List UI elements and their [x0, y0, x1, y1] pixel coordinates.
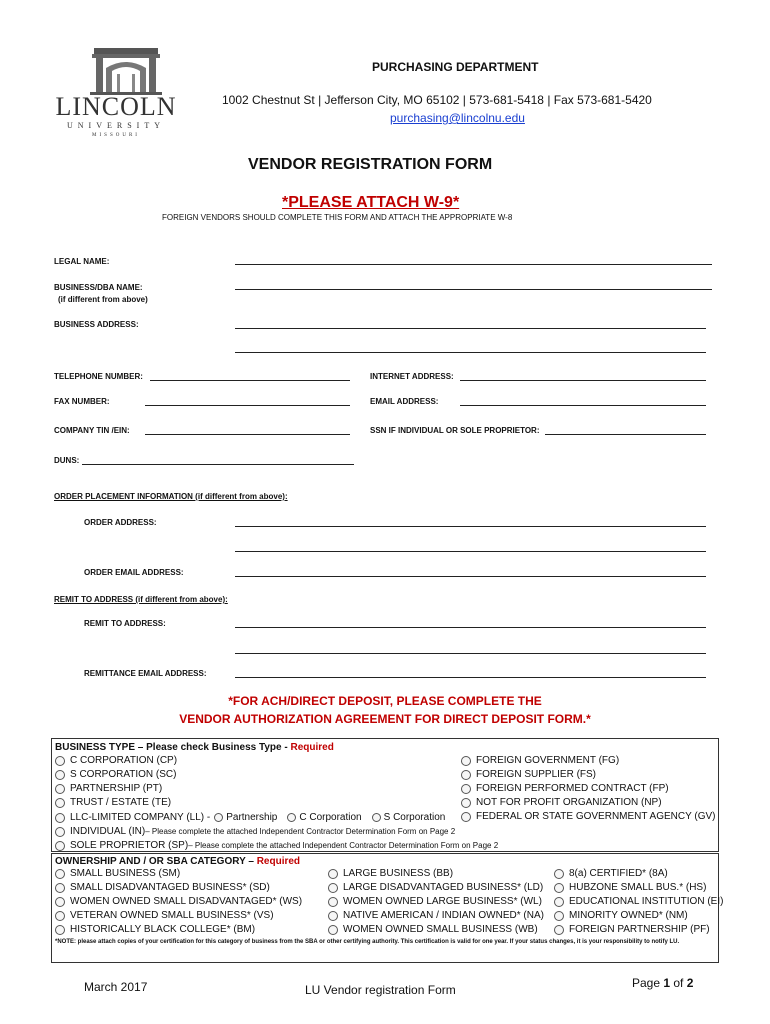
ownership-col1-label-1: SMALL DISADVANTAGED BUSINESS* (SD) — [70, 882, 270, 893]
llc-c-corp-radio[interactable] — [287, 813, 296, 822]
business-type-heading-text: BUSINESS TYPE – Please check Business Type - — [55, 742, 291, 753]
logo-state: MISSOURI — [92, 133, 140, 138]
form-title: VENDOR REGISTRATION FORM — [248, 156, 493, 173]
ownership-col3-label-2: EDUCATIONAL INSTITUTION (EI) — [569, 896, 724, 907]
footer-form-name: LU Vendor registration Form — [305, 983, 456, 997]
ownership-col2-radio-2[interactable] — [328, 897, 338, 907]
business-type-left-label-3: TRUST / ESTATE (TE) — [70, 797, 172, 808]
ownership-col1-option-2 — [55, 896, 302, 907]
building-columns-icon — [52, 44, 180, 96]
ownership-col1-radio-1[interactable] — [55, 883, 65, 893]
business-type-right-label-4: FEDERAL OR STATE GOVERNMENT AGENCY (GV) — [476, 811, 716, 822]
email-field[interactable] — [460, 405, 706, 406]
business-type-heading — [55, 742, 334, 753]
business-address-label: BUSINESS ADDRESS: — [54, 320, 139, 329]
sole-proprietor-note: – Please complete the attached Independent Contractor Determination Form on Page 2 — [188, 841, 499, 850]
ownership-col2-label-3: NATIVE AMERICAN / INDIAN OWNED* (NA) — [343, 910, 544, 921]
ssn-field[interactable] — [545, 434, 706, 435]
individual-note: – Please complete the attached Independent Contractor Determination Form on Page 2 — [145, 827, 456, 836]
ownership-col2-label-0: LARGE BUSINESS (BB) — [343, 868, 454, 879]
page-mid: of — [670, 976, 687, 990]
order-address-field-1[interactable] — [235, 526, 706, 527]
order-email-field[interactable] — [235, 576, 706, 577]
remit-email-field[interactable] — [235, 677, 706, 678]
ownership-col1-label-0: SMALL BUSINESS (SM) — [70, 868, 181, 879]
llc-partnership-label: Partnership — [226, 812, 278, 823]
business-type-left-option-2 — [55, 783, 162, 794]
business-type-left-label-2: PARTNERSHIP (PT) — [70, 783, 163, 794]
page-current: 1 — [663, 976, 671, 990]
order-email-label: ORDER EMAIL ADDRESS: — [84, 568, 184, 577]
ach-notice-line2: VENDOR AUTHORIZATION AGREEMENT FOR DIRECT DEPOSIT FORM.* — [179, 712, 591, 726]
ownership-col2-label-4: WOMEN OWNED SMALL BUSINESS (WB) — [343, 924, 538, 935]
business-type-required: Required — [290, 742, 334, 753]
business-type-right-option-2 — [461, 783, 669, 794]
logo-name: LINCOLN — [55, 92, 177, 121]
business-type-left-option-1 — [55, 769, 176, 780]
ownership-col1-option-1 — [55, 882, 270, 893]
ownership-heading — [55, 856, 300, 867]
logo-university: UNIVERSITY — [67, 121, 165, 130]
business-type-right-radio-0[interactable] — [461, 756, 471, 766]
order-address-field-2[interactable] — [235, 551, 706, 552]
ownership-col1-radio-4[interactable] — [55, 925, 65, 935]
individual-radio[interactable] — [55, 827, 65, 837]
individual-label: INDIVIDUAL (IN) — [70, 826, 146, 837]
university-logo — [52, 44, 180, 144]
ownership-col1-option-4 — [55, 924, 255, 935]
llc-label: LLC-LIMITED COMPANY (LL) - — [70, 812, 211, 823]
remit-address-field-2[interactable] — [235, 653, 706, 654]
llc-s-corp-label: S Corporation — [383, 812, 446, 823]
business-address-field-1[interactable] — [235, 328, 706, 329]
ownership-col3-option-1 — [554, 882, 706, 893]
llc-s-corp-radio[interactable] — [372, 813, 381, 822]
business-type-right-radio-3[interactable] — [461, 798, 471, 808]
business-type-right-option-1 — [461, 769, 596, 780]
foreign-vendor-notice: FOREIGN VENDORS SHOULD COMPLETE THIS FORM AND ATTACH THE APPROPRIATE W-8 — [162, 213, 513, 222]
business-type-left-radio-0[interactable] — [55, 756, 65, 766]
individual-option-row — [55, 826, 455, 837]
ownership-required: Required — [256, 856, 301, 867]
page-total: 2 — [686, 976, 694, 990]
order-address-label: ORDER ADDRESS: — [84, 518, 157, 527]
business-type-right-option-3 — [461, 797, 662, 808]
duns-field[interactable] — [82, 464, 354, 465]
ownership-col3-label-1: HUBZONE SMALL BUS.* (HS) — [569, 882, 707, 893]
page-prefix: Page — [632, 976, 664, 990]
tin-field[interactable] — [145, 434, 350, 435]
business-dba-field[interactable] — [235, 289, 712, 290]
purchasing-email-link[interactable]: purchasing@lincolnu.edu — [390, 111, 525, 125]
remit-email-label: REMITTANCE EMAIL ADDRESS: — [84, 669, 207, 678]
business-type-right-radio-2[interactable] — [461, 784, 471, 794]
ssn-label: SSN IF INDIVIDUAL OR SOLE PROPRIETOR: — [370, 426, 540, 435]
order-section-heading: ORDER PLACEMENT INFORMATION (if different from above): — [54, 492, 288, 501]
ownership-col1-option-3 — [55, 910, 274, 921]
business-type-right-label-1: FOREIGN SUPPLIER (FS) — [476, 769, 597, 780]
duns-label: DUNS: — [54, 456, 80, 465]
ownership-col2-option-1 — [328, 882, 543, 893]
ownership-col1-label-2: WOMEN OWNED SMALL DISADVANTAGED* (WS) — [70, 896, 303, 907]
ownership-heading-text: OWNERSHIP AND / OR SBA CATEGORY – — [55, 856, 257, 867]
business-address-field-2[interactable] — [235, 352, 706, 353]
ownership-col2-radio-0[interactable] — [328, 869, 338, 879]
business-type-left-radio-2[interactable] — [55, 784, 65, 794]
ownership-col2-option-2 — [328, 896, 542, 907]
footer-page-number — [632, 976, 693, 990]
llc-c-corp-label: C Corporation — [299, 812, 362, 823]
ownership-col1-label-3: VETERAN OWNED SMALL BUSINESS* (VS) — [70, 910, 274, 921]
ownership-col1-radio-2[interactable] — [55, 897, 65, 907]
ownership-col3-label-4: FOREIGN PARTNERSHIP (PF) — [569, 924, 710, 935]
department-address: 1002 Chestnut St | Jefferson City, MO 65102 | 573-681-5418 | Fax 573-681-5420 — [222, 93, 652, 107]
internet-field[interactable] — [460, 380, 706, 381]
business-type-right-option-4 — [461, 811, 715, 822]
ach-notice-line1: *FOR ACH/DIRECT DEPOSIT, PLEASE COMPLETE THE — [228, 694, 542, 708]
legal-name-field[interactable] — [235, 264, 712, 265]
department-title: PURCHASING DEPARTMENT — [372, 60, 539, 74]
sole-proprietor-option-row — [55, 840, 498, 851]
ownership-note: *NOTE: please attach copies of your certification for this category of business from the SBA or other certifying authority. This certification is valid for one year. If your status changes, it is your responsibility to notify LU. — [55, 939, 680, 945]
business-type-right-radio-4[interactable] — [461, 812, 471, 822]
ownership-col3-label-0: 8(a) CERTIFIED* (8A) — [569, 868, 668, 879]
business-dba-note: (if different from above) — [58, 295, 148, 304]
tin-label: COMPANY TIN /EIN: — [54, 426, 130, 435]
footer-date: March 2017 — [84, 980, 148, 994]
ownership-col2-option-4 — [328, 924, 538, 935]
llc-radio[interactable] — [55, 813, 65, 823]
ownership-col3-option-4 — [554, 924, 710, 935]
ownership-col2-radio-3[interactable] — [328, 911, 338, 921]
telephone-label: TELEPHONE NUMBER: — [54, 372, 143, 381]
ownership-col2-label-2: WOMEN OWNED LARGE BUSINESS* (WL) — [343, 896, 542, 907]
business-type-left-label-0: C CORPORATION (CP) — [70, 755, 178, 766]
sole-proprietor-radio[interactable] — [55, 841, 65, 851]
ownership-col1-option-0 — [55, 868, 180, 879]
attach-w9-notice: *PLEASE ATTACH W-9* — [282, 194, 460, 211]
ownership-col3-radio-1[interactable] — [554, 883, 564, 893]
telephone-field[interactable] — [150, 380, 350, 381]
ownership-col3-radio-4[interactable] — [554, 925, 564, 935]
llc-option-row — [55, 812, 445, 823]
remit-address-field-1[interactable] — [235, 627, 706, 628]
ownership-col2-label-1: LARGE DISADVANTAGED BUSINESS* (LD) — [343, 882, 544, 893]
fax-field[interactable] — [145, 405, 350, 406]
business-type-right-option-0 — [461, 755, 619, 766]
business-type-right-label-3: NOT FOR PROFIT ORGANIZATION (NP) — [476, 797, 662, 808]
business-type-right-radio-1[interactable] — [461, 770, 471, 780]
ownership-col3-option-2 — [554, 896, 723, 907]
ownership-col3-option-0 — [554, 868, 668, 879]
ownership-col1-label-4: HISTORICALLY BLACK COLLEGE* (BM) — [70, 924, 256, 935]
ownership-col3-radio-2[interactable] — [554, 897, 564, 907]
ownership-col2-radio-4[interactable] — [328, 925, 338, 935]
ownership-col3-option-3 — [554, 910, 688, 921]
sole-proprietor-label: SOLE PROPRIETOR (SP) — [70, 840, 189, 851]
ownership-col1-radio-0[interactable] — [55, 869, 65, 879]
business-type-left-radio-1[interactable] — [55, 770, 65, 780]
business-type-left-option-3 — [55, 797, 171, 808]
business-dba-label: BUSINESS/DBA NAME: — [54, 283, 143, 292]
ownership-col2-option-0 — [328, 868, 453, 879]
fax-label: FAX NUMBER: — [54, 397, 110, 406]
ownership-col2-radio-1[interactable] — [328, 883, 338, 893]
ownership-col3-radio-3[interactable] — [554, 911, 564, 921]
legal-name-label: LEGAL NAME: — [54, 257, 110, 266]
business-type-right-label-0: FOREIGN GOVERNMENT (FG) — [476, 755, 620, 766]
remit-address-label: REMIT TO ADDRESS: — [84, 619, 166, 628]
business-type-left-option-0 — [55, 755, 177, 766]
ownership-col1-radio-3[interactable] — [55, 911, 65, 921]
ownership-col3-label-3: MINORITY OWNED* (NM) — [569, 910, 688, 921]
ownership-col3-radio-0[interactable] — [554, 869, 564, 879]
remit-section-heading: REMIT TO ADDRESS (if different from above): — [54, 595, 228, 604]
llc-partnership-radio[interactable] — [214, 813, 223, 822]
business-type-right-label-2: FOREIGN PERFORMED CONTRACT (FP) — [476, 783, 669, 794]
business-type-left-radio-3[interactable] — [55, 798, 65, 808]
business-type-left-label-1: S CORPORATION (SC) — [70, 769, 177, 780]
email-label: EMAIL ADDRESS: — [370, 397, 439, 406]
internet-label: INTERNET ADDRESS: — [370, 372, 454, 381]
ownership-col2-option-3 — [328, 910, 544, 921]
